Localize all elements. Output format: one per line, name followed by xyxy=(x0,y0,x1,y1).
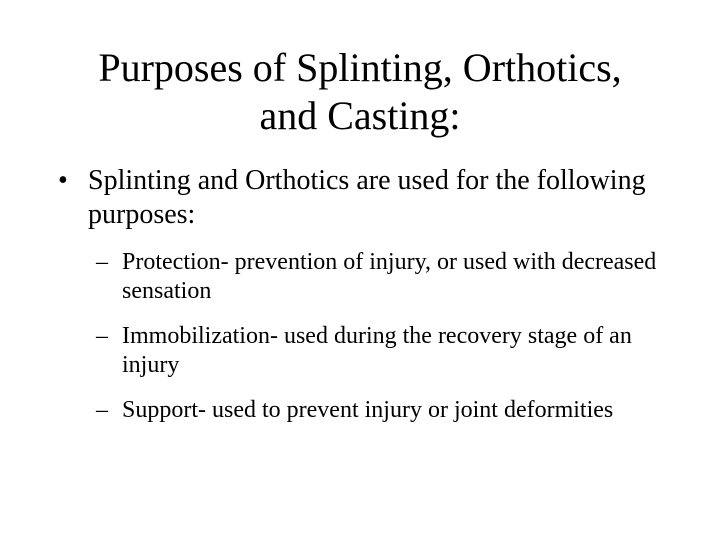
dash-marker: – xyxy=(96,249,108,275)
main-bullet-text: Splinting and Orthotics are used for the following purposes: xyxy=(88,165,646,230)
slide-title-line-1: Purposes of Splinting, Orthotics, xyxy=(98,45,622,90)
slide-title xyxy=(40,44,680,140)
sub-bullet-text: Immobilization- used during the recovery stage of an injury xyxy=(122,323,632,378)
dash-marker: – xyxy=(96,397,108,423)
bullet-marker: • xyxy=(58,165,68,196)
dash-marker: – xyxy=(96,323,108,349)
slide-title-line-2: and Casting: xyxy=(259,93,461,138)
sub-bullet-text: Protection- prevention of injury, or used with decreased sensation xyxy=(122,249,657,304)
sub-bullet-text: Support- used to prevent injury or joint deformities xyxy=(122,397,614,423)
